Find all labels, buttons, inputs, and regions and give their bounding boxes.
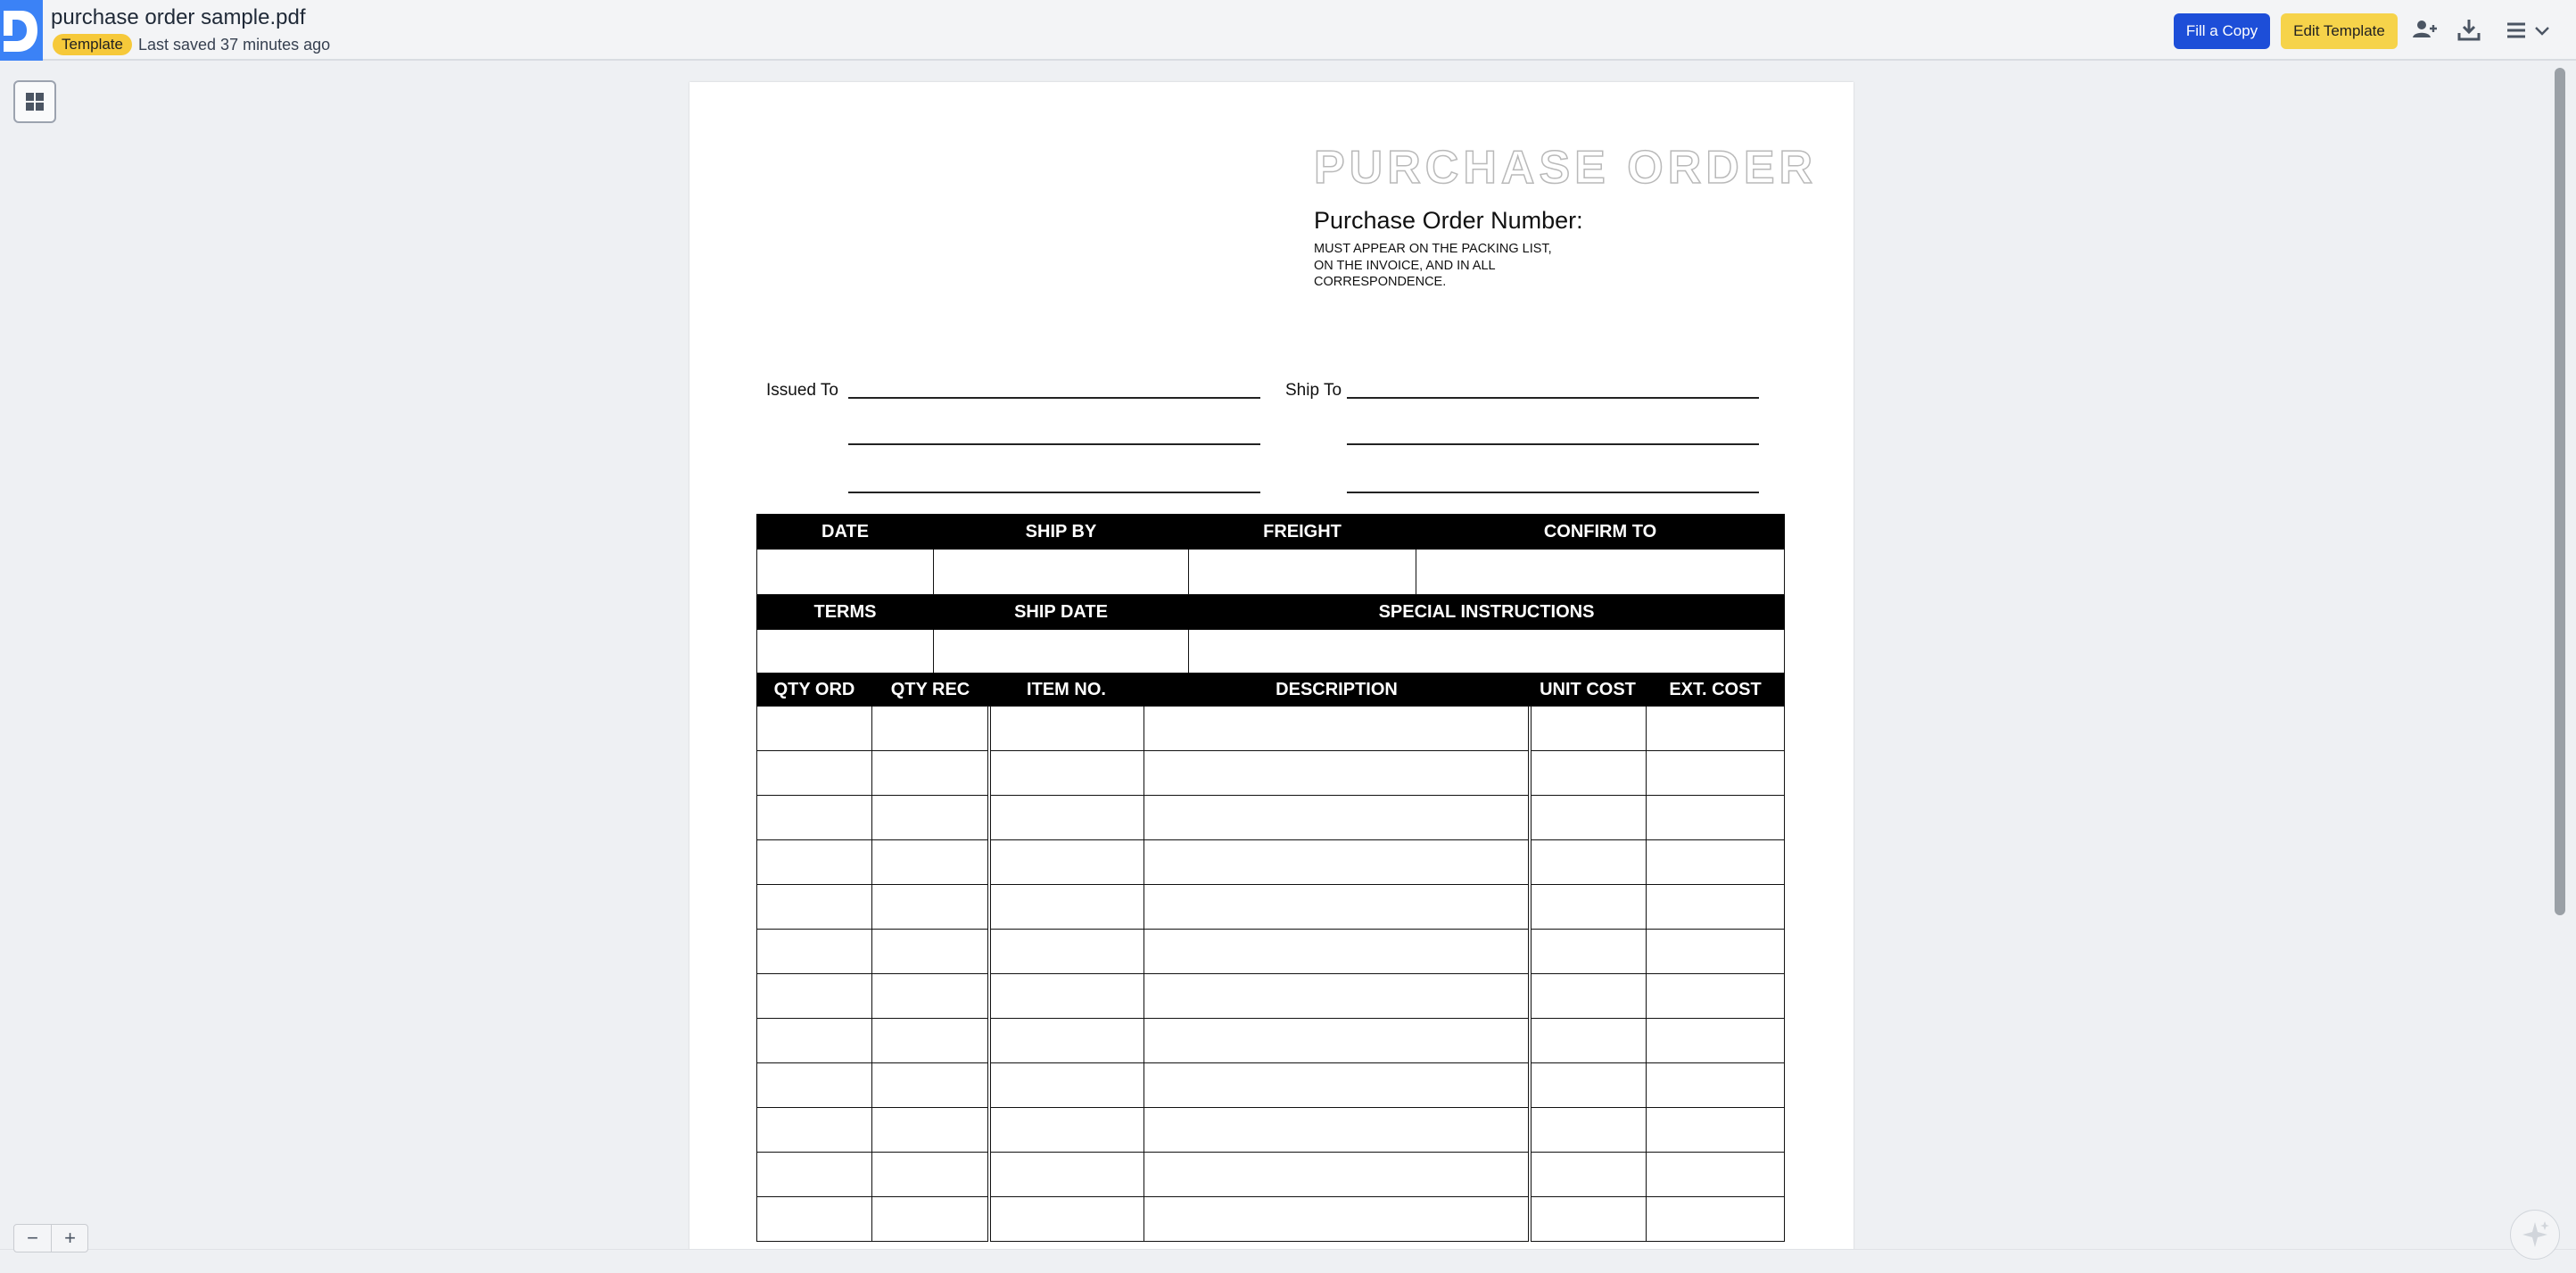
line-item-cell[interactable] [872,1019,989,1063]
table-row [757,707,1785,751]
line-item-cell[interactable] [872,974,989,1019]
line-item-cell[interactable] [872,930,989,974]
line-item-cell[interactable] [989,885,1144,930]
line-item-cell[interactable] [1144,974,1530,1019]
line-item-cell[interactable] [1647,1063,1785,1108]
purchase-order-heading: PURCHASE ORDER [1314,142,1818,194]
confirm-to-cell[interactable] [1416,550,1785,595]
table-row [757,1019,1785,1063]
special-instructions-header: SPECIAL INSTRUCTIONS [1189,595,1785,630]
line-item-cell[interactable] [757,1197,872,1242]
line-item-cell[interactable] [1647,1108,1785,1153]
freight-cell[interactable] [1189,550,1416,595]
zoom-out-button[interactable]: − [14,1225,52,1252]
line-item-cell[interactable] [1647,840,1785,885]
line-item-cell[interactable] [1647,796,1785,840]
line-item-cell[interactable] [757,840,872,885]
document-title[interactable]: purchase order sample.pdf [51,5,306,29]
date-header: DATE [757,515,934,550]
line-item-cell[interactable] [757,1108,872,1153]
edit-template-button[interactable]: Edit Template [2281,13,2398,49]
table-row [757,796,1785,840]
line-items-table [756,673,1785,1242]
line-item-cell[interactable] [1530,930,1647,974]
ship-by-cell[interactable] [934,550,1189,595]
line-item-cell[interactable] [757,707,872,751]
status-bar [0,1249,2576,1273]
ship-date-header: SHIP DATE [934,595,1189,630]
po-note: MUST APPEAR ON THE PACKING LIST, ON THE INVOICE, AND IN ALL CORRESPONDENCE. [1314,242,1552,289]
line-item-cell[interactable] [1647,1153,1785,1197]
ship-to-label: Ship To [1285,381,1342,400]
ship-to-line-3[interactable] [1347,492,1759,493]
table-row [757,1153,1785,1197]
line-item-cell[interactable] [872,1063,989,1108]
line-item-cell[interactable] [989,1153,1144,1197]
line-item-cell[interactable] [989,1197,1144,1242]
line-item-cell[interactable] [872,1197,989,1242]
line-item-cell[interactable] [1530,751,1647,796]
table-row [757,1108,1785,1153]
line-item-cell[interactable] [872,1108,989,1153]
thumbnail-grid-button[interactable] [13,80,56,123]
add-user-icon[interactable] [2408,14,2440,46]
confirm-to-header: CONFIRM TO [1416,515,1785,550]
line-item-cell[interactable] [1144,751,1530,796]
line-item-cell[interactable] [989,930,1144,974]
unit-cost-header: UNIT COST [1530,674,1647,707]
qty-rec-header: QTY REC [872,674,989,707]
issued-to-line-3[interactable] [848,492,1260,493]
terms-header: TERMS [757,595,934,630]
line-item-cell[interactable] [989,796,1144,840]
line-item-cell[interactable] [872,885,989,930]
line-item-cell[interactable] [1647,1197,1785,1242]
line-item-cell[interactable] [989,751,1144,796]
line-item-cell[interactable] [1530,974,1647,1019]
line-item-cell[interactable] [1647,1019,1785,1063]
ext-cost-header: EXT. COST [1647,674,1785,707]
issued-to-label: Issued To [766,381,838,400]
line-item-cell[interactable] [1144,1063,1530,1108]
freight-header: FREIGHT [1189,515,1416,550]
line-item-cell[interactable] [1144,840,1530,885]
table-row [757,840,1785,885]
line-item-cell[interactable] [1530,840,1647,885]
line-item-cell[interactable] [1647,707,1785,751]
line-item-cell[interactable] [989,974,1144,1019]
line-item-cell[interactable] [1530,885,1647,930]
line-item-cell[interactable] [1530,707,1647,751]
line-item-cell[interactable] [757,930,872,974]
ship-to-line-2[interactable] [1347,443,1759,445]
special-instructions-cell[interactable] [1189,630,1785,675]
line-item-cell[interactable] [757,974,872,1019]
description-header: DESCRIPTION [1144,674,1530,707]
table-row [757,974,1785,1019]
line-item-cell[interactable] [757,885,872,930]
line-item-cell[interactable] [872,707,989,751]
line-item-cell[interactable] [1144,796,1530,840]
line-item-cell[interactable] [1530,1019,1647,1063]
issued-to-line-1[interactable] [848,397,1260,399]
vertical-scrollbar[interactable] [2555,68,2565,915]
line-item-cell[interactable] [989,1063,1144,1108]
saved-status: Last saved 37 minutes ago [138,36,331,54]
line-item-cell[interactable] [757,1019,872,1063]
table-row [757,1197,1785,1242]
line-item-cell[interactable] [1647,974,1785,1019]
table-row [757,885,1785,930]
ship-to-line-1[interactable] [1347,397,1759,399]
line-item-cell[interactable] [872,1153,989,1197]
order-info-table [756,514,1785,675]
line-item-cell[interactable] [757,1063,872,1108]
line-item-cell[interactable] [1530,1153,1647,1197]
logo-icon[interactable] [0,0,43,61]
sparkle-icon[interactable] [2510,1210,2560,1260]
line-item-cell[interactable] [872,840,989,885]
fill-a-copy-button[interactable]: Fill a Copy [2174,13,2270,49]
line-item-cell[interactable] [757,1153,872,1197]
line-item-cell[interactable] [757,796,872,840]
line-item-cell[interactable] [1144,1153,1530,1197]
table-row [757,930,1785,974]
line-item-cell[interactable] [1144,1108,1530,1153]
line-item-cell[interactable] [1647,885,1785,930]
ship-by-header: SHIP BY [934,515,1189,550]
line-item-cell[interactable] [1144,707,1530,751]
line-item-cell[interactable] [757,751,872,796]
zoom-controls [13,1224,88,1252]
po-number-label: Purchase Order Number: [1314,207,1583,234]
line-item-cell[interactable] [1647,751,1785,796]
download-icon[interactable] [2453,14,2485,46]
chevron-down-icon[interactable] [2531,14,2553,46]
date-cell[interactable] [757,550,934,595]
item-no-header: ITEM NO. [989,674,1144,707]
grid-icon [15,82,54,121]
line-item-cell[interactable] [1530,1197,1647,1242]
terms-cell[interactable] [757,630,934,675]
line-item-cell[interactable] [872,751,989,796]
pdf-page [689,82,1854,1272]
line-item-cell[interactable] [989,1108,1144,1153]
line-item-cell[interactable] [1144,885,1530,930]
line-item-cell[interactable] [872,796,989,840]
line-item-cell[interactable] [989,840,1144,885]
line-item-cell[interactable] [1530,1108,1647,1153]
table-row [757,751,1785,796]
ship-date-cell[interactable] [934,630,1189,675]
table-row [757,1063,1785,1108]
zoom-in-button[interactable]: + [64,1227,76,1249]
issued-to-line-2[interactable] [848,443,1260,445]
line-item-cell[interactable] [1530,1063,1647,1108]
app-toolbar [0,0,2576,61]
line-item-cell[interactable] [989,707,1144,751]
template-badge: Template [53,34,132,55]
qty-ord-header: QTY ORD [757,674,872,707]
line-item-cell[interactable] [1647,930,1785,974]
line-item-cell[interactable] [1530,796,1647,840]
menu-icon[interactable] [2502,14,2534,46]
line-item-cell[interactable] [989,1019,1144,1063]
line-item-cell[interactable] [1144,930,1530,974]
line-item-cell[interactable] [1144,1197,1530,1242]
line-item-cell[interactable] [1144,1019,1530,1063]
